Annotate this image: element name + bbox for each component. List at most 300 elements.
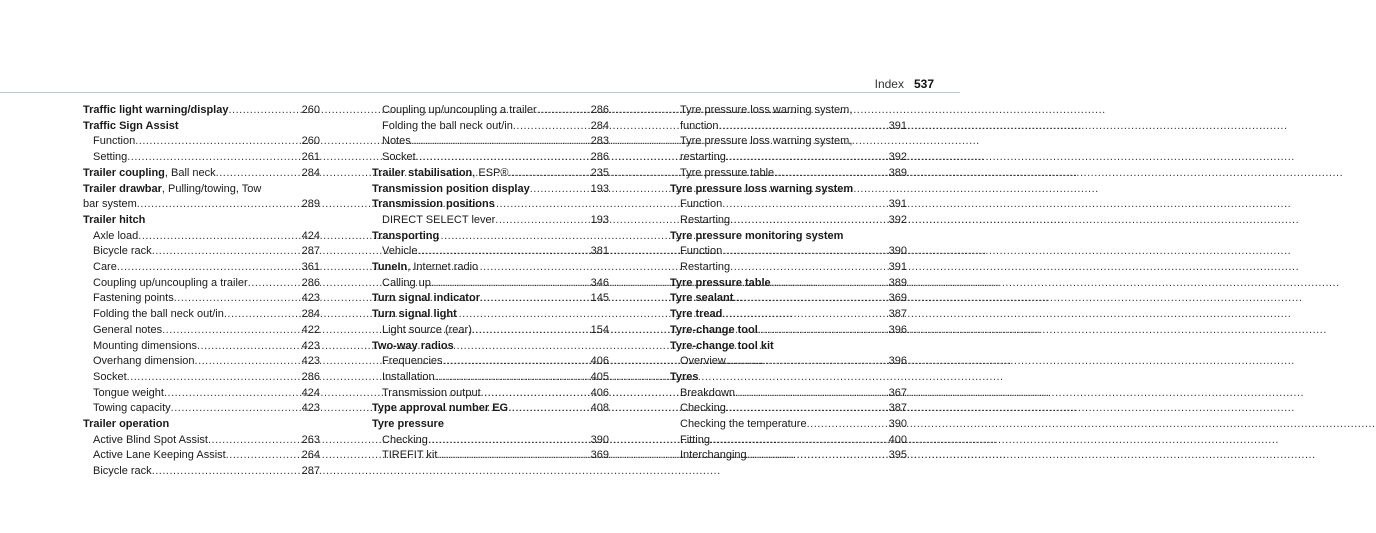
index-line <box>372 134 609 150</box>
subentry-text[interactable]: Folding the ball neck out/in <box>93 308 224 321</box>
subentry-text[interactable]: Tyre pressure loss warning system, <box>680 135 853 148</box>
index-line-text <box>382 433 428 449</box>
subentry-text[interactable]: Active Lane Keeping Assist <box>93 449 226 462</box>
index-term[interactable]: Tyre tread <box>670 308 723 321</box>
subentry-text[interactable]: Mounting dimensions <box>93 339 197 352</box>
page-ref[interactable]: 287 <box>301 245 320 258</box>
index-line-text <box>382 103 537 119</box>
page-ref[interactable]: 423 <box>301 339 320 352</box>
subentry-text[interactable]: TIREFIT kit <box>382 449 438 462</box>
index-entry <box>670 307 907 323</box>
index-line <box>670 448 907 464</box>
index-line <box>372 119 609 135</box>
page-number: 537 <box>913 77 934 91</box>
page-ref[interactable]: 390 <box>888 245 907 258</box>
subentry-text[interactable]: Socket <box>93 370 127 383</box>
dot-leader <box>758 323 887 339</box>
index-line-text <box>93 244 152 260</box>
subentry-continuation[interactable]: function <box>680 119 719 132</box>
index-column-1 <box>83 103 320 480</box>
index-line-text <box>93 260 117 276</box>
subentry-text[interactable]: Installation <box>382 370 435 383</box>
index-line <box>372 417 609 433</box>
index-entry <box>670 291 907 307</box>
dot-leader <box>417 244 588 260</box>
index-entry <box>372 260 609 291</box>
page-ref[interactable]: 423 <box>301 292 320 305</box>
page-ref[interactable]: 406 <box>590 386 609 399</box>
index-term-suffix: , Ball neck <box>164 166 216 179</box>
index-line-text <box>93 134 135 150</box>
dot-leader <box>722 244 886 260</box>
index-line <box>670 417 907 433</box>
page-ref[interactable]: 286 <box>590 104 609 116</box>
index-line <box>83 182 320 198</box>
page-ref[interactable]: 423 <box>301 355 320 368</box>
index-entry <box>670 323 907 339</box>
dot-leader <box>443 354 589 370</box>
dot-leader <box>730 260 887 276</box>
subentry-text[interactable]: Coupling up/uncoupling a trailer <box>93 276 248 289</box>
index-line <box>83 448 320 464</box>
index-line-text <box>382 134 411 150</box>
page-ref[interactable]: 369 <box>590 449 609 462</box>
page-ref[interactable]: 400 <box>888 433 907 446</box>
index-line <box>372 276 609 292</box>
subentry-text[interactable]: Overhang dimension <box>93 355 195 368</box>
subentry-text[interactable]: Vehicle <box>382 245 418 258</box>
subentry-continuation[interactable]: restarting <box>680 151 726 164</box>
dot-leader <box>416 150 589 166</box>
subentry-text[interactable]: Active Blind Spot Assist <box>93 433 208 446</box>
index-line-text <box>680 150 726 166</box>
index-term[interactable]: Transmission positions <box>372 198 495 211</box>
page-ref[interactable]: 346 <box>590 276 609 289</box>
index-line-text <box>83 197 137 213</box>
page-ref[interactable]: 406 <box>590 355 609 368</box>
index-entry <box>83 417 320 480</box>
index-line-text <box>680 244 722 260</box>
index-line-text <box>93 276 248 292</box>
index-line-text <box>382 276 431 292</box>
index-term[interactable]: Tyre pressure loss warning system <box>670 182 854 195</box>
index-line <box>83 464 320 480</box>
index-line-text <box>93 464 152 480</box>
index-line <box>83 370 320 386</box>
dot-leader <box>726 354 887 370</box>
index-line <box>670 291 907 307</box>
dot-leader <box>730 213 887 229</box>
index-entry <box>372 291 609 307</box>
index-line <box>83 103 320 119</box>
index-term[interactable]: Tyre pressure <box>372 418 444 431</box>
subentry-text[interactable]: Setting <box>93 151 128 164</box>
index-line <box>83 244 320 260</box>
index-line <box>372 370 609 386</box>
page-ref[interactable]: 387 <box>888 308 907 321</box>
index-term[interactable]: Tyre-change tool kit <box>670 339 774 352</box>
index-line-text <box>680 354 726 370</box>
index-line-text <box>93 291 174 307</box>
dot-leader <box>152 464 300 480</box>
index-line-text <box>93 401 171 417</box>
dot-leader <box>481 386 589 402</box>
index-line-text <box>382 150 416 166</box>
index-line <box>83 307 320 323</box>
dot-leader <box>774 166 886 182</box>
index-entry <box>372 417 609 464</box>
dot-leader <box>719 119 887 135</box>
page-ref[interactable]: 387 <box>888 402 907 415</box>
index-term[interactable]: Transmission position display <box>372 182 530 195</box>
index-line-text <box>680 417 807 433</box>
index-term[interactable]: Tyre sealant <box>670 292 734 305</box>
index-line <box>372 182 609 198</box>
index-term[interactable]: Trailer operation <box>83 418 170 431</box>
index-line <box>372 150 609 166</box>
index-entry <box>670 182 907 229</box>
index-entry <box>372 401 609 417</box>
index-line <box>372 244 609 260</box>
dot-leader <box>117 260 300 276</box>
index-line <box>83 197 320 213</box>
dot-leader <box>411 134 589 150</box>
subentry-text[interactable]: Fastening points <box>93 292 174 305</box>
page-ref[interactable]: 286 <box>301 276 320 289</box>
subentry-text[interactable]: Towing capacity <box>93 402 171 415</box>
subentry-text[interactable]: Breakdown <box>680 386 736 399</box>
index-line-text <box>382 354 443 370</box>
subentry-text[interactable]: Frequencies <box>382 355 443 368</box>
page-ref[interactable]: 263 <box>301 433 320 446</box>
index-entry <box>83 119 320 166</box>
dot-leader <box>228 103 299 119</box>
index-line-text <box>93 339 197 355</box>
dot-leader <box>248 276 300 292</box>
index-line-text <box>670 307 722 323</box>
page-ref[interactable]: 389 <box>888 276 907 289</box>
subentry-text[interactable]: Overview <box>680 355 726 368</box>
index-line <box>372 448 609 464</box>
index-entry <box>670 103 907 182</box>
page-ref[interactable]: 284 <box>590 119 609 132</box>
page-ref[interactable]: 391 <box>888 261 907 274</box>
index-continuation[interactable]: Calling up <box>382 276 431 289</box>
dot-leader <box>508 401 589 417</box>
index-line-text <box>382 213 495 229</box>
index-line-text <box>83 103 228 119</box>
subentry-text[interactable]: DIRECT SELECT lever <box>382 213 496 226</box>
dot-leader <box>710 433 887 449</box>
index-line-text <box>372 166 509 182</box>
dot-leader <box>135 134 299 150</box>
page-ref[interactable]: 381 <box>590 245 609 258</box>
page-ref[interactable]: 284 <box>301 166 320 179</box>
dot-leader <box>197 339 300 355</box>
page-ref[interactable]: 369 <box>888 292 907 305</box>
index-term[interactable]: Two-way radios <box>372 339 454 352</box>
page-ref[interactable]: 396 <box>888 323 907 336</box>
index-term[interactable]: Trailer drawbar <box>83 182 162 195</box>
index-term[interactable]: Turn signal light <box>372 308 457 321</box>
subentry-text[interactable]: Function <box>680 198 723 211</box>
index-term[interactable]: Tyre-change tool <box>670 323 758 336</box>
index-line <box>670 339 907 355</box>
page-header <box>0 74 960 93</box>
index-entry <box>372 166 609 182</box>
page-ref[interactable]: 392 <box>888 213 907 226</box>
dot-leader <box>735 386 887 402</box>
index-line-text <box>93 307 224 323</box>
index-line-text <box>382 119 513 135</box>
subentry-text[interactable]: Transmission output <box>382 386 481 399</box>
page-ref[interactable]: 392 <box>888 151 907 164</box>
subentry-text[interactable]: Bicycle rack <box>93 245 152 258</box>
index-line <box>83 119 320 135</box>
subentry-text[interactable]: Axle load <box>93 229 139 242</box>
page-ref[interactable]: 391 <box>888 119 907 132</box>
page-ref[interactable]: 261 <box>301 151 320 164</box>
index-line-text <box>382 370 435 386</box>
dot-leader <box>208 433 300 449</box>
index-line-text <box>382 244 417 260</box>
index-line-text <box>680 119 719 135</box>
subentry-text[interactable]: Fitting <box>680 433 710 446</box>
subentry-text[interactable]: Restarting <box>680 261 731 274</box>
index-line <box>670 401 907 417</box>
dot-leader <box>726 401 887 417</box>
index-line <box>670 119 907 135</box>
dot-leader <box>472 323 589 339</box>
page-ref[interactable]: 283 <box>590 135 609 148</box>
page-ref[interactable]: 286 <box>590 151 609 164</box>
index-line <box>83 401 320 417</box>
page-ref[interactable]: 391 <box>888 198 907 211</box>
page-ref[interactable]: 193 <box>590 213 609 226</box>
page-ref[interactable]: 424 <box>301 386 320 399</box>
dot-leader <box>722 197 886 213</box>
index-line <box>372 103 609 119</box>
subentry-text[interactable]: Checking <box>680 402 726 415</box>
subentry-text[interactable]: Function <box>93 135 136 148</box>
page-ref[interactable]: 289 <box>301 198 320 211</box>
index-entry <box>372 307 609 338</box>
index-line-text <box>670 323 758 339</box>
index-line <box>670 197 907 213</box>
index-line-text <box>680 448 747 464</box>
index-line-text <box>372 182 530 198</box>
index-line <box>83 276 320 292</box>
page-ref[interactable]: 367 <box>888 386 907 399</box>
index-line <box>670 244 907 260</box>
index-line-text <box>680 401 726 417</box>
index-term[interactable]: Trailer hitch <box>83 213 146 226</box>
index-term[interactable]: Traffic light warning/display <box>83 104 229 116</box>
page-ref[interactable]: 389 <box>888 166 907 179</box>
index-line <box>670 150 907 166</box>
index-line-text <box>382 386 481 402</box>
index-entry <box>372 197 609 228</box>
subentry-text[interactable]: Bicycle rack <box>93 465 152 478</box>
index-line <box>372 229 609 245</box>
page-ref[interactable]: 284 <box>301 308 320 321</box>
index-line <box>83 291 320 307</box>
index-line <box>372 339 609 355</box>
index-line <box>83 166 320 182</box>
index-line-text <box>680 197 722 213</box>
index-line-text <box>93 229 138 245</box>
dot-leader <box>431 276 589 292</box>
index-term[interactable]: Type approval number EG <box>372 402 509 415</box>
dot-leader <box>537 103 589 119</box>
index-term[interactable]: Trailer coupling <box>83 166 165 179</box>
index-line <box>670 260 907 276</box>
subentry-text[interactable]: Folding the ball neck out/in <box>382 119 513 132</box>
subentry-text[interactable]: Function <box>680 245 723 258</box>
index-entry <box>670 229 907 276</box>
index-line <box>670 433 907 449</box>
index-term[interactable]: Tyre pressure monitoring system <box>670 229 844 242</box>
dot-leader <box>513 119 589 135</box>
index-line <box>83 260 320 276</box>
index-line <box>670 229 907 245</box>
page-ref[interactable]: 286 <box>301 370 320 383</box>
dot-leader <box>435 370 589 386</box>
index-line-text <box>93 370 127 386</box>
index-line-text <box>93 433 208 449</box>
page-ref[interactable]: 408 <box>590 402 609 415</box>
index-line-text <box>93 386 164 402</box>
page-ref[interactable]: 287 <box>301 465 320 478</box>
index-term[interactable]: Transporting <box>372 229 440 242</box>
subentry-text[interactable]: Notes <box>382 135 411 148</box>
index-line-text <box>680 166 774 182</box>
index-line <box>670 386 907 402</box>
page-ref[interactable]: 145 <box>590 292 609 305</box>
page-ref[interactable]: 422 <box>301 323 320 336</box>
dot-leader <box>127 150 299 166</box>
index-line <box>670 276 907 292</box>
index-line <box>372 401 609 417</box>
dot-leader <box>495 213 588 229</box>
index-line-text <box>680 213 730 229</box>
index-line <box>372 213 609 229</box>
index-line-text <box>372 401 508 417</box>
page-ref[interactable]: 264 <box>301 449 320 462</box>
index-entry <box>670 276 907 292</box>
subentry-text[interactable]: Restarting <box>680 213 731 226</box>
index-line <box>670 307 907 323</box>
index-line <box>372 166 609 182</box>
dot-leader <box>771 276 887 292</box>
index-line-text <box>680 433 710 449</box>
index-line <box>670 213 907 229</box>
dot-leader <box>726 150 887 166</box>
index-line <box>83 339 320 355</box>
dot-leader <box>437 448 588 464</box>
page-ref[interactable]: 395 <box>888 449 907 462</box>
subentry-text[interactable]: Checking the temperature <box>680 418 807 431</box>
page-ref[interactable]: 193 <box>590 182 609 195</box>
index-term-suffix: , Internet radio <box>407 261 479 274</box>
index-term[interactable]: Tyre pressure table <box>670 276 771 289</box>
page-ref[interactable]: 424 <box>301 229 320 242</box>
page-ref[interactable]: 235 <box>590 166 609 179</box>
index-continuation[interactable]: bar system <box>83 198 137 211</box>
dot-leader <box>162 323 300 339</box>
page-ref[interactable]: 260 <box>301 135 320 148</box>
dot-leader <box>152 244 300 260</box>
index-term[interactable]: Traffic Sign Assist <box>83 119 179 132</box>
dot-leader <box>509 166 589 182</box>
dot-leader <box>807 417 887 433</box>
subentry-text[interactable]: Light source (rear) <box>382 323 472 336</box>
index-line <box>670 370 907 386</box>
page-ref[interactable]: 390 <box>888 418 907 431</box>
index-line-text <box>93 354 195 370</box>
subentry-text[interactable]: Care <box>93 261 117 274</box>
index-term-suffix: , Pulling/towing, Tow <box>161 182 262 195</box>
subentry-text[interactable]: Tyre pressure table <box>680 166 775 179</box>
index-line <box>83 213 320 229</box>
page-ref[interactable]: 154 <box>590 323 609 336</box>
subentry-text[interactable]: Coupling up/uncoupling a trailer <box>382 104 537 116</box>
index-term[interactable]: Tyres <box>670 370 699 383</box>
index-entry <box>372 182 609 198</box>
page-ref[interactable]: 390 <box>590 433 609 446</box>
index-column-3 <box>670 103 907 464</box>
dot-leader <box>530 182 589 198</box>
page-ref[interactable]: 423 <box>301 402 320 415</box>
index-term[interactable]: Turn signal indicator <box>372 292 480 305</box>
subentry-text[interactable]: Checking <box>382 433 428 446</box>
page-ref[interactable]: 405 <box>590 370 609 383</box>
index-line <box>83 433 320 449</box>
dot-leader <box>733 291 886 307</box>
index-term[interactable]: Trailer stabilisation <box>372 166 473 179</box>
index-line <box>83 417 320 433</box>
index-line <box>372 386 609 402</box>
page-ref[interactable]: 361 <box>301 261 320 274</box>
index-line-text <box>382 448 437 464</box>
dot-leader <box>137 197 300 213</box>
index-line <box>372 307 609 323</box>
index-line <box>372 260 609 276</box>
dot-leader <box>171 401 300 417</box>
dot-leader <box>747 448 887 464</box>
index-line <box>372 354 609 370</box>
index-line <box>83 323 320 339</box>
dot-leader <box>480 291 589 307</box>
subentry-text[interactable]: Tongue weight <box>93 386 164 399</box>
index-line-text <box>680 386 735 402</box>
index-line-text <box>680 260 730 276</box>
index-line <box>372 433 609 449</box>
index-entry <box>83 166 320 182</box>
page-ref[interactable]: 260 <box>301 104 320 116</box>
dot-leader <box>216 166 300 182</box>
subentry-text[interactable]: Tyre pressure loss warning system, <box>680 104 853 116</box>
dot-leader <box>164 386 300 402</box>
index-term[interactable]: TuneIn <box>372 261 408 274</box>
index-entry <box>372 103 609 166</box>
index-entry <box>670 370 907 464</box>
index-line <box>670 166 907 182</box>
page-ref[interactable]: 396 <box>888 355 907 368</box>
subentry-text[interactable]: Interchanging <box>680 449 747 462</box>
subentry-text[interactable]: Socket <box>382 151 416 164</box>
subentry-text[interactable]: General notes <box>93 323 163 336</box>
